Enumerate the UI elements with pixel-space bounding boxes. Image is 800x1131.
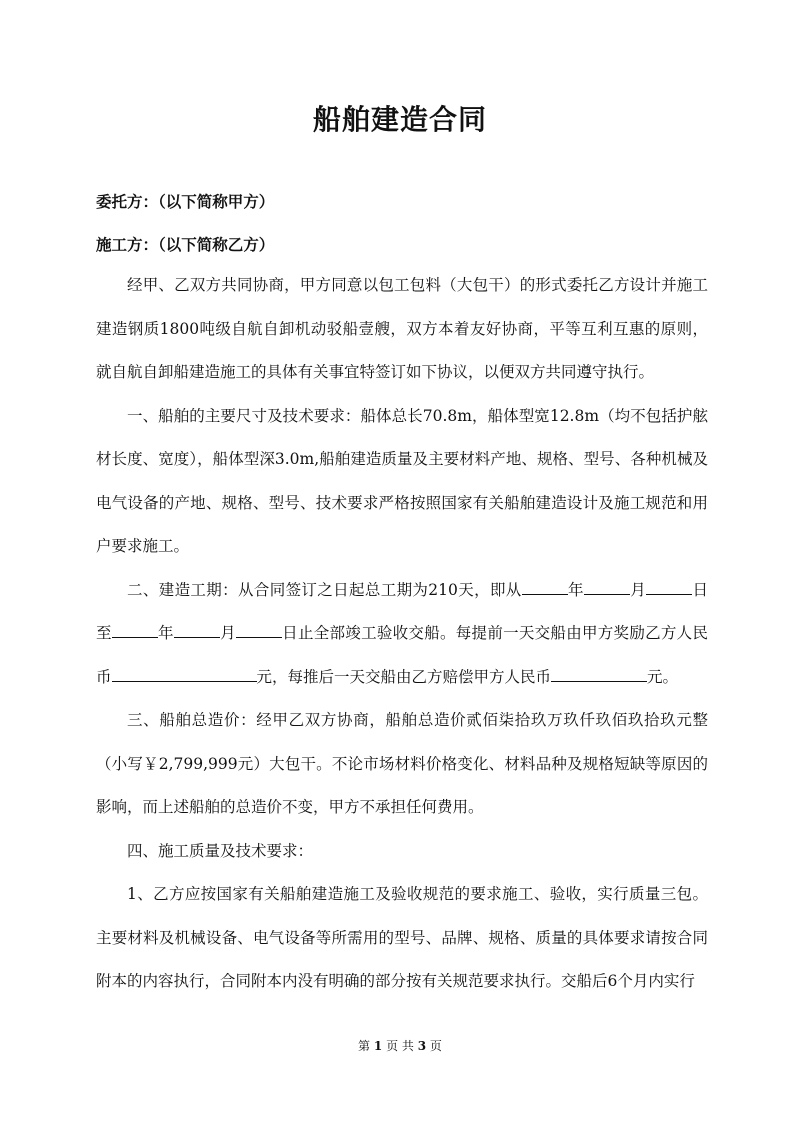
section-2-paragraph bbox=[96, 569, 708, 700]
party-b-line: 施工方：（以下简称乙方） bbox=[96, 235, 275, 254]
page-footer bbox=[0, 1037, 800, 1054]
start-day-blank[interactable] bbox=[646, 577, 692, 594]
total-page-number: 3 bbox=[417, 1039, 427, 1053]
intro-paragraph: 经甲、乙双方共同协商，甲方同意以包工包料（大包干）的形式委托乙方设计并施工建造钢质1800吨级自航自卸机动驳船壹艘，双方本着友好协商，平等互利互惠的原则，就自航自卸船建造施工的具体有关事宜特签订如下协议，以便双方共同遵守执行。 bbox=[96, 276, 708, 381]
month-label: 月 bbox=[629, 580, 647, 599]
day-label: 日 bbox=[692, 580, 708, 599]
section-3-paragraph: 三、船舶总造价：经甲乙双方协商，船舶总造价贰佰柒拾玖万玖仟玖佰玖拾玖元整（小写￥2,799,999元）大包干。不论市场材料价格变化、材料品种及规格短缺等原因的影响，而上述船舶的总造价不变，甲方不承担任何费用。 bbox=[96, 711, 708, 816]
end-day-blank[interactable] bbox=[236, 621, 282, 638]
contract-body bbox=[96, 264, 708, 1004]
year-label: 年 bbox=[157, 624, 174, 642]
start-month-blank[interactable] bbox=[584, 577, 630, 594]
year-label: 年 bbox=[567, 580, 584, 599]
end-year-blank[interactable] bbox=[112, 621, 158, 638]
footer-middle: 页 共 bbox=[386, 1039, 414, 1053]
section-4-item-1: 1、乙方应按国家有关船舶建造施工及验收规范的要求施工、验收，实行质量三包。主要材料及机械设备、电气设备等所需用的型号、品牌、规格、质量的具体要求请按合同附本的内容执行，合同附本内没有明确的部分按有关规范要求执行。交船后6个月内实行 bbox=[96, 885, 708, 990]
section-2-text-2: 日止全部竣工验收交船。每提前一天交船由甲方奖励乙方人民币 bbox=[96, 624, 708, 686]
footer-suffix: 页 bbox=[429, 1039, 442, 1053]
section-1-paragraph: 一、船舶的主要尺寸及技术要求：船体总长70.8m，船体型宽12.8m（均不包括护舷材长度、宽度），船体型深3.0m,船舶建造质量及主要材料产地、规格、型号、各种机械及电气设备的产地、规格、型号、技术要求严格按照国家有关船舶建造设计及施工规范和用户要求施工。 bbox=[96, 406, 708, 555]
end-month-blank[interactable] bbox=[174, 621, 220, 638]
section-2-text-4: 元。 bbox=[647, 667, 679, 686]
party-a-line: 委托方：（以下简称甲方） bbox=[96, 192, 275, 211]
section-4-heading: 四、施工质量及技术要求： bbox=[127, 841, 314, 860]
start-year-blank[interactable] bbox=[522, 577, 568, 594]
footer-prefix: 第 bbox=[358, 1039, 371, 1053]
month-label: 月 bbox=[219, 624, 236, 642]
current-page-number: 1 bbox=[373, 1039, 383, 1053]
reward-amount-blank[interactable] bbox=[112, 664, 257, 681]
to-label: 至 bbox=[96, 624, 112, 642]
section-2-text-3: 元，每推后一天交船由乙方赔偿甲方人民币 bbox=[256, 667, 552, 686]
document-title: 船舶建造合同 bbox=[312, 103, 487, 136]
penalty-amount-blank[interactable] bbox=[551, 664, 647, 681]
section-2-text-1: 二、建造工期：从合同签订之日起总工期为210天，即从 bbox=[127, 580, 522, 599]
